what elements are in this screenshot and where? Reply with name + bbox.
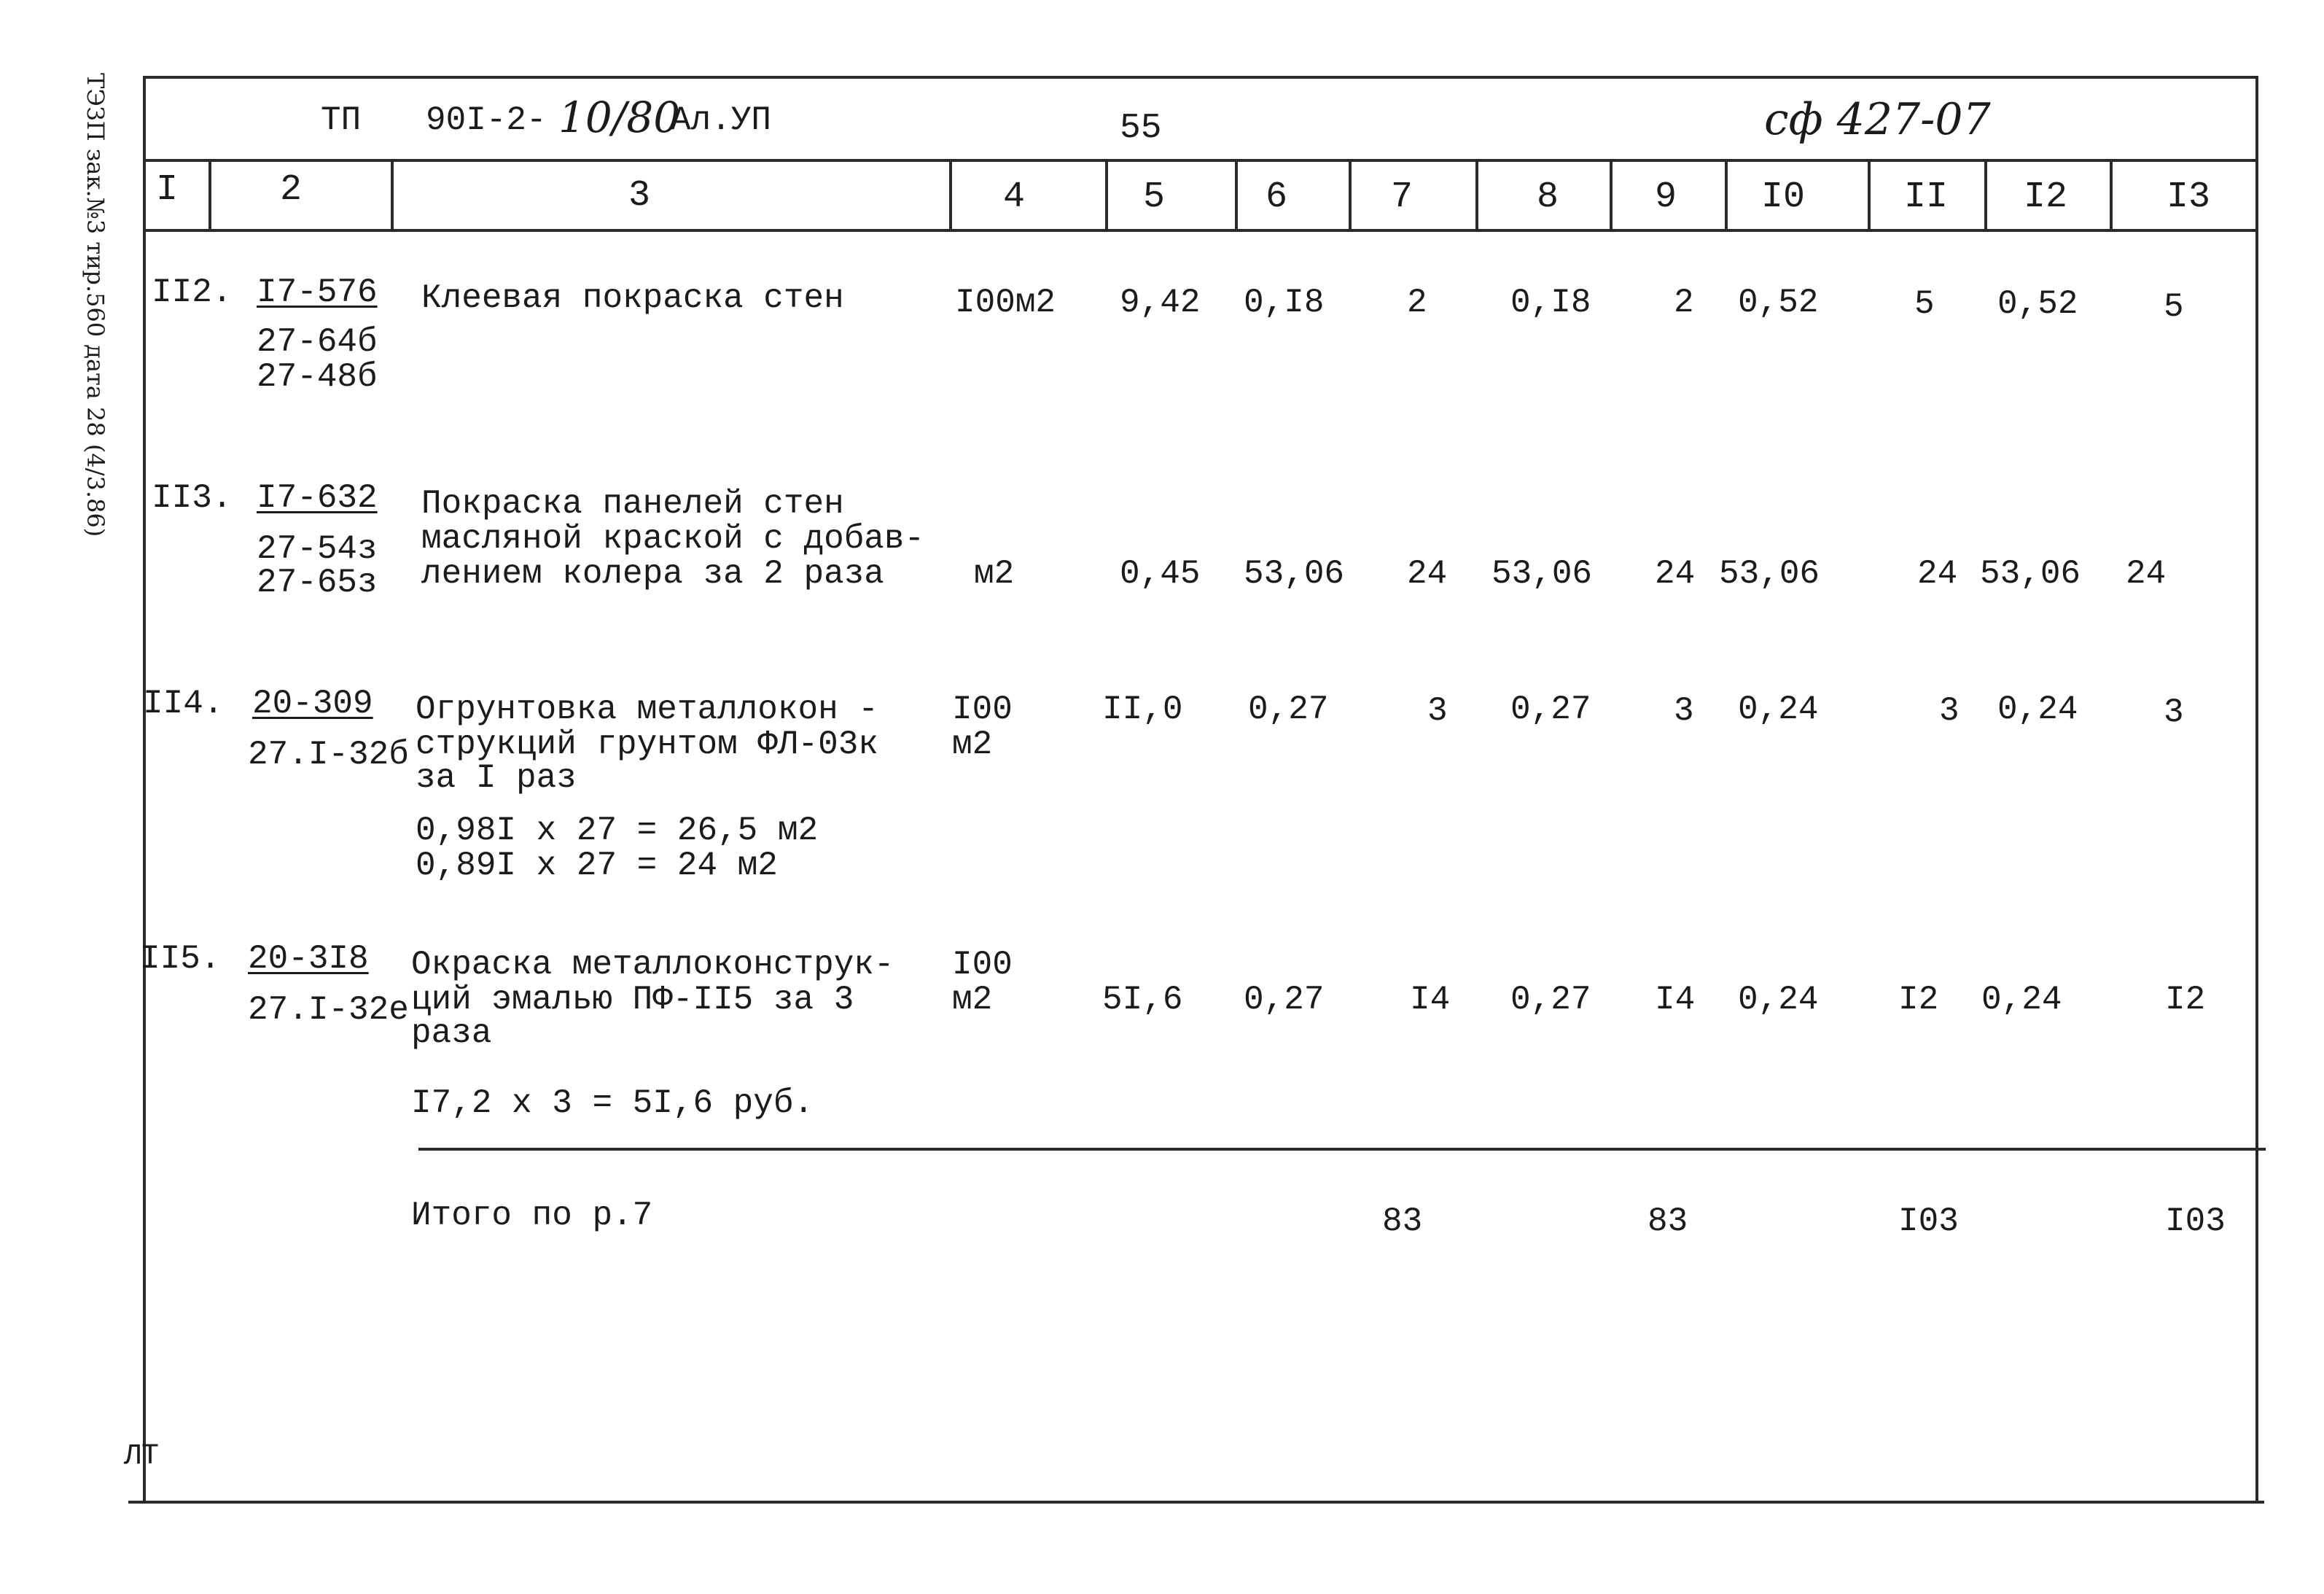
value-col10: 0,24	[1738, 981, 1819, 1019]
column-number: 4	[1003, 176, 1026, 218]
value-col6: 0,I8	[1244, 284, 1325, 322]
value-col5: 5I,6	[1102, 981, 1183, 1019]
col-sep	[1868, 159, 1871, 229]
norm-subcode: 27-54з	[257, 530, 378, 568]
value-col12: 0,52	[1997, 285, 2078, 323]
calculation-note: 0,89I x 27 = 24 м2	[416, 847, 778, 885]
frame-top	[143, 76, 2257, 79]
unit: I00	[952, 946, 1013, 984]
col-sep	[1235, 159, 1238, 229]
calculation-note: 0,98I x 27 = 26,5 м2	[416, 812, 819, 850]
value-col10: 53,06	[1719, 555, 1820, 593]
norm-code: I7-632	[257, 479, 378, 517]
series-label: ТП	[321, 101, 362, 139]
unit: I00м2	[955, 284, 1056, 322]
value-col5: II,0	[1102, 691, 1183, 728]
work-description: Клеевая покраска стен	[421, 279, 844, 317]
total-col9: 83	[1648, 1202, 1688, 1240]
col-sep	[1610, 159, 1613, 229]
work-description: раза	[411, 1014, 492, 1052]
column-number: 2	[280, 169, 303, 211]
column-number: II	[1904, 176, 1949, 218]
work-description: лением колера за 2 раза	[421, 555, 884, 593]
column-number: 8	[1537, 176, 1559, 218]
column-number: I3	[2167, 176, 2211, 218]
value-col9: 24	[1655, 555, 1696, 593]
column-number: I2	[2024, 176, 2068, 218]
col-sep	[1725, 159, 1728, 229]
row-number: II2.	[152, 273, 233, 311]
col-sep	[1984, 159, 1987, 229]
norm-code: I7-576	[257, 273, 378, 311]
value-col8: 0,27	[1510, 691, 1591, 728]
norm-subcode: 27-48б	[257, 358, 378, 396]
column-number: I0	[1761, 176, 1806, 218]
value-col12: 0,24	[1997, 691, 2078, 728]
column-number: 6	[1266, 176, 1288, 218]
frame-left	[143, 76, 146, 1502]
value-col7: 3	[1427, 692, 1448, 730]
frame-right	[2255, 76, 2258, 1502]
value-col7: I4	[1410, 981, 1451, 1019]
value-col13: I2	[2165, 981, 2206, 1019]
value-col10: 0,24	[1738, 691, 1819, 728]
col-sep	[1349, 159, 1352, 229]
value-col5: 9,42	[1120, 284, 1201, 322]
total-col11: I03	[1898, 1202, 1959, 1240]
value-col6: 0,27	[1248, 691, 1329, 728]
col-sep	[1475, 159, 1478, 229]
work-description: струкций грунтом ФЛ-03к	[416, 726, 878, 763]
album: Ал.УП	[671, 101, 772, 139]
side-stamp: ТЭЗП зак.№3 тир.560 дата 28 (4/3.86)	[82, 73, 109, 537]
col-sep	[1105, 159, 1108, 229]
unit: м2	[952, 981, 993, 1019]
total-col13: I03	[2165, 1202, 2226, 1240]
unit: I00	[952, 691, 1013, 728]
value-col11: I2	[1898, 981, 1939, 1019]
work-description: Окраска металлоконструк-	[411, 946, 894, 984]
row-number: II5.	[140, 940, 221, 978]
value-col9: I4	[1655, 981, 1696, 1019]
col-sep	[391, 159, 394, 229]
value-col13: 24	[2126, 555, 2167, 593]
col-sep	[949, 159, 952, 229]
total-col7: 83	[1382, 1202, 1423, 1240]
unit: м2	[974, 555, 1015, 593]
columns-divider	[143, 229, 2257, 232]
value-col10: 0,52	[1738, 284, 1819, 322]
value-col7: 2	[1407, 284, 1427, 322]
frame-bottom	[128, 1501, 2264, 1504]
value-col12: 0,24	[1981, 981, 2062, 1019]
norm-subcode: 27.I-32б	[248, 736, 409, 774]
value-col9: 3	[1674, 692, 1694, 730]
norm-code: 20-3I8	[248, 940, 369, 978]
column-number: 3	[628, 175, 651, 217]
value-col13: 3	[2164, 693, 2184, 731]
value-col11: 3	[1939, 692, 1960, 730]
doc-code-handwritten: сф 427-07	[1764, 94, 1991, 145]
row-number: II4.	[143, 685, 224, 723]
column-number: 5	[1143, 176, 1166, 218]
value-col11: 5	[1914, 285, 1935, 323]
row-number: II3.	[152, 479, 233, 517]
work-description: масляной краской с добав-	[421, 520, 925, 558]
value-col12: 53,06	[1980, 555, 2081, 593]
series-code-handwritten: 10/80	[558, 93, 681, 142]
col-sep	[208, 159, 211, 229]
unit: м2	[952, 726, 993, 763]
value-col6: 0,27	[1244, 981, 1325, 1019]
norm-code: 20-309	[252, 685, 373, 723]
series-code: 90I-2-	[426, 101, 547, 139]
norm-subcode: 27-65з	[257, 564, 378, 602]
column-number: 9	[1655, 176, 1677, 218]
value-col5: 0,45	[1120, 555, 1201, 593]
value-col8: 0,I8	[1510, 284, 1591, 322]
column-number: I	[156, 169, 179, 211]
value-col11: 24	[1917, 555, 1958, 593]
value-col7: 24	[1407, 555, 1448, 593]
column-number: 7	[1391, 176, 1413, 218]
footer-mark: ЛТ	[124, 1440, 160, 1473]
value-col6: 53,06	[1244, 555, 1345, 593]
norm-subcode: 27-64б	[257, 323, 378, 361]
total-separator	[418, 1148, 2266, 1151]
col-sep	[2110, 159, 2113, 229]
calculation-note: I7,2 x 3 = 5I,6 руб.	[411, 1084, 814, 1122]
value-col9: 2	[1674, 284, 1694, 322]
work-description: за I раз	[416, 759, 577, 797]
value-col13: 5	[2164, 288, 2184, 326]
work-description: Покраска панелей стен	[421, 485, 844, 523]
header-divider	[143, 159, 2257, 162]
work-description: ций эмалью ПФ-II5 за 3	[411, 981, 854, 1019]
total-label: Итого по р.7	[411, 1197, 653, 1235]
work-description: Огрунтовка металлокон -	[416, 691, 878, 728]
page-number: 55	[1120, 109, 1162, 148]
norm-subcode: 27.I-32е	[248, 991, 409, 1029]
value-col8: 0,27	[1510, 981, 1591, 1019]
value-col8: 53,06	[1492, 555, 1593, 593]
